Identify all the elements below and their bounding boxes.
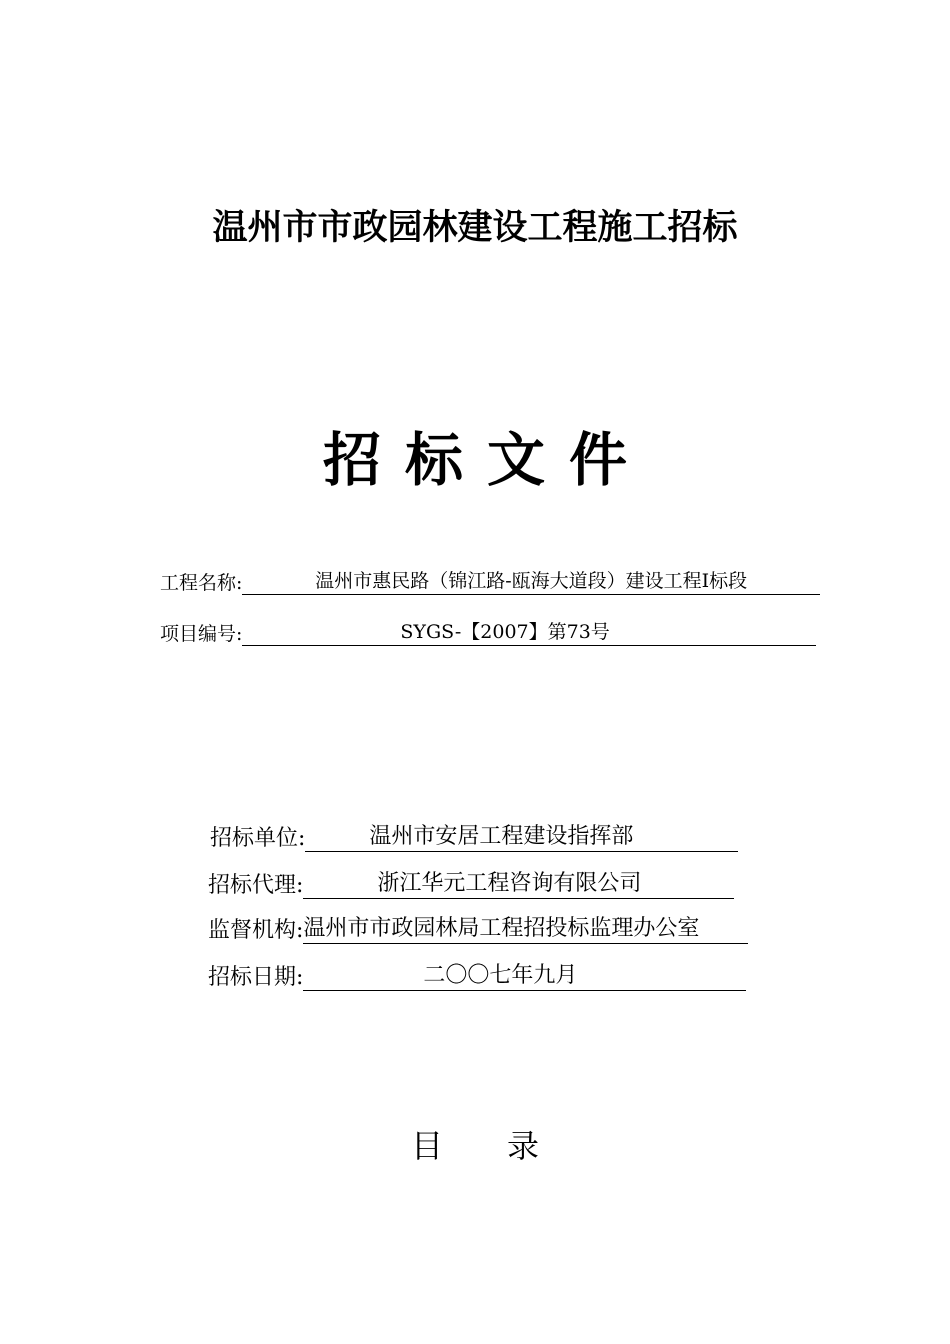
tenderer-row [210, 821, 738, 852]
project-name-label: 工程名称: [160, 572, 243, 594]
supervisor-value: 温州市市政园林局工程招投标监理办公室 [303, 916, 748, 944]
document-title: 招标文件 [322, 426, 651, 494]
project-name-row [160, 568, 820, 595]
agent-label: 招标代理: [208, 873, 304, 898]
toc-heading-char-1: 目 [410, 1127, 443, 1165]
tender-date-value: 二〇〇七年九月 [303, 963, 746, 991]
supervisor-row [208, 913, 748, 944]
tender-date-row [208, 960, 746, 991]
main-title: 温州市市政园林建设工程施工招标 [212, 208, 738, 248]
project-code-label: 项目编号: [160, 623, 243, 645]
project-name-value: 温州市惠民路（锦江路-瓯海大道段）建设工程Ⅰ标段 [242, 570, 820, 595]
project-code-value: SYGS-【2007】第73号 [242, 621, 816, 646]
tenderer-value: 温州市安居工程建设指挥部 [305, 824, 738, 852]
supervisor-label: 监督机构: [208, 918, 304, 943]
toc-heading [0, 1124, 950, 1168]
project-code-row [160, 619, 816, 646]
agent-value: 浙江华元工程咨询有限公司 [303, 871, 734, 899]
tender-date-label: 招标日期: [208, 965, 304, 990]
agent-row [208, 868, 734, 899]
toc-heading-char-2: 录 [507, 1127, 540, 1165]
tenderer-label: 招标单位: [210, 826, 306, 851]
